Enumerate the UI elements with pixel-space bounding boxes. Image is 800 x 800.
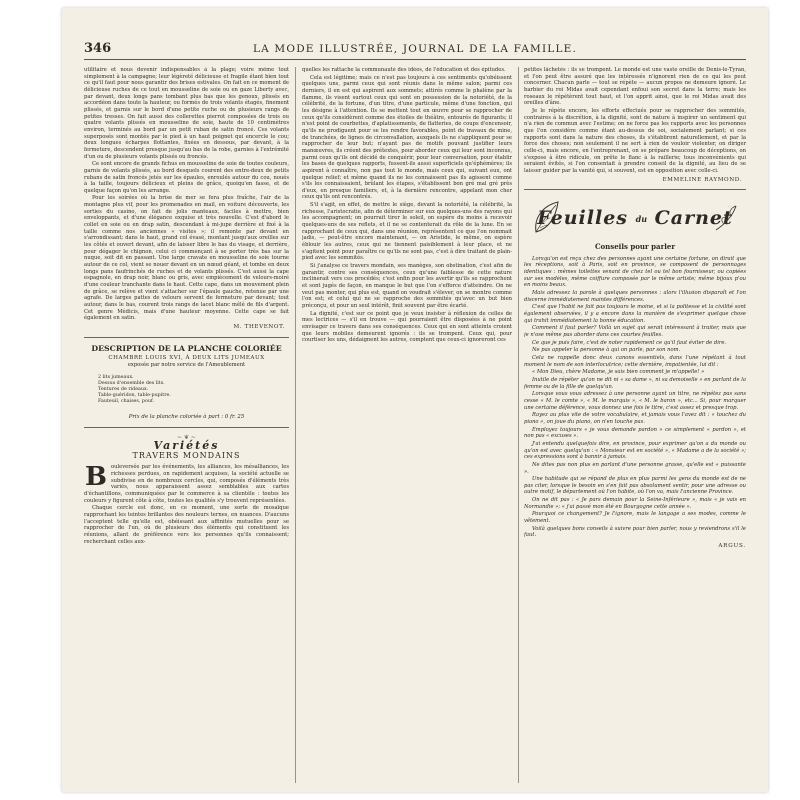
paragraph: Si j'analyse ce travers mondain, ses manèges, son obstination, c'est afin de garantir, contre ses conséquences, ceux qu'une faiblesse de cette nature inclinerait vers ces procédés; c'est enfin pour les avertir qu'ils se rapprochent et sont jugés de façon, en manque le but que l'on s'efforce d'atteindre. On ne veut pas monter, qui plus est, quand on voudrait s'élever, on se montre comme l'on est; et celui qui ne se rapproche des sommités qu'avec un but bien préconçu, et pour un seul intérêt, finit souvent par être écarté. [302,263,512,309]
leaf-ornament-icon [528,198,568,238]
section-divider [524,189,746,190]
column-rule [295,67,296,783]
paragraph: « Mon Dieu, chère Madame, je sais bien comment je m'appelle! » [532,369,705,376]
paragraph: Pour les soirées où la brise de mer se fera plus fraîche, l'air de la montagne plus vif, pour les promenades en mail, en voiture découverte, les sorties du casino, on fait de jolis manteaux, faciles à mettre, bien enveloppants, et d'une élégance exquise et très nouvelle. C'est d'abord le collet en soie ou en drap satin, descendant à mi-jupe derrière et fixé à la taille comme nos anciennes « visites »; il remonte par devant en s'arrondissant; dans le haut, grand col évasé, montant jusqu'aux oreilles sur les côtés et ouvert devant, afin de laisser libre le bas du visage, et derrière, pour dégager le chignon, celui ci commençant à se porter très bas sur la nuque, soit dit en passant. Une large cravate en mousseline de soie tourne autour de ce col, vient se nouer devant en un nœud géant, et tombe en deux longs pans faufrinchés de ruches et de volants plissés. C'est aussi la cape espagnole, en drap noir, blanc ou gris, avec empiècement de velours-moiré d'une couleur tranchante dans le haut. Cette cape, dans un mouvement plein de grâce, se relève et vient s'attacher sur l'épaule gauche, retenue par une agrafe. De larges pattes de velours servent de fermeture par devant; tout autour, dans le bas, courent trois rangs de lacet blanc mêlé de fils d'argent. Cet genre Médicis, mais d'une hauteur moyenne. Cette cape se fait également en satin. [84,195,289,322]
ornament-top: ~ ❦ ~ [177,434,196,442]
page-number: 346 [84,41,112,56]
paragraph: Bouleversée par les événements, les alliances, les mésalliances, les richesses perdues, on rapidement acquises, la société actuelle se subdivise en de nombreux cercles, qui, composés d'éléments très variés, nous apparaissent assez semblables aux cartes d'échantillons, communiquées par le commerce à sa clientèle : toutes les couleurs y figurent côte à côte, toutes les qualités s'y trouvent représentées. [84,462,289,504]
paragraph: Cela ne rappelle donc deux canons essentiels, dans l'une répétant à tout moment le nom de son interlocutrice; cette dernière, impatientée, lui dit : [524,355,746,368]
carnet-word: Carnet [654,207,733,230]
paragraph: Employez toujours « je vous demande pardon » ce simplement « pardon », et non pas « excuses ». [524,426,746,440]
paragraph: Cela est légitime; mais ce n'est pas toujours à ces sentiments qu'obéissent quelques uns, parmi ceux qui sont réunis dans le même salon; parmi ces derniers, il en est qui aspirent aux sommets; attirés comme le phalène par la flamme, ils visent surtout ceux qui sont en possession de la notoriété, de la célébrité, de la fortune, d'un titre, d'une particule, même d'une fonction, qui les désigne à l'attention. Ils se mettent tout en œuvre pour se rapprocher de ceux qu'ils considèrent comme des étoiles de théâtre, entourés de figurants; il n'est point de courbettes, d'aplatissements, de flatteries, de coups d'encensoir, qu'ils ne prodiguent pour se les rendre favorables, point de travaux de mine, de tranchées, de lignes de circonvallation, auxquels ils ne s'appliquent pour se rapprocher de leur but; n'ayant pas de motifs pouvant justifier leurs manœuvres, ils créent des prétextes, pour aborder ceux qui leur sont inconnus, parmi ceux qu'ils ont décidé de conquérir, pour leur conversation, pour établir les bases de quelques rapports, fussent-ils aussi superficiels qu'éphémères; ils aspirent à connaître, non pas tout le monde, mais ceux qui, suivant eux, ont quelque relief; et même quand ils ne les connaissent pas ils agissent comme s'ils les connaissaient, brûlant les étapes, s'établissent bon gré mal gré près d'eux, en presque familiers, et, à la dernière rencontre, appelant mon cher ceux qu'ils ont rencontrés. [302,74,512,201]
paragraph: Mais adressez la parole à quelques personnes : alors l'illusion disparaît et l'on discerne immédiatement maintes différences. [524,290,746,303]
paragraph: C'est que l'habit ne fait pas toujours le moine, et si la politesse et la civilité sont également observées, il y a encore dans la manière de s'exprimer quelque chose qui trahit immédiatement la bonne éducation. [524,304,746,324]
column-1 [84,67,289,783]
list-item: Table-guéridon, table-pupitre. [98,392,171,398]
paragraph: Rayez au plus vite de votre vocabulaire, et jamais vous l'avez dit : « touchez du piano », on joue du piano, on n'en touche pas. [524,412,746,425]
du-word: du [635,214,648,225]
paragraph: Ne dites pas non plus en parlant d'une personne grasse, qu'elle est « puissante ». [524,461,746,475]
paragraph: Je le répète encore, les efforts effectués pour se rapprocher des sommités, contraires à la discrétion, à la dignité, sont de nature à inspirer un sentiment qui n'a rien de commun avec l'estime; on ne force pas les rapports avec les personnes que l'on considère comme étant au-dessus de soi, socialement parlant; si ces rapports sont dans la nature des choses, ils s'établiront naturellement, et par la force des choses; non seulement il ne sert à rien de vouloir violenter, on diriger celle-ci, mais encore, en l'entreprenant, on se prépare beaucoup de déceptions, on s'expose à être ridicule, on prête le flanc à la raillerie; tous inconvénients qui seraient évités, si l'on consentait à prendre conseil de la dignité, au lieu de se laisser guider par la vanité qui, si souvent, est en opposition avec celle-ci. [524,107,746,174]
varietes-title: Variétés [153,439,220,453]
column-2 [302,67,512,783]
paragraph: Ne pas appeler la personne à qui on parle, par son nom. [532,347,681,354]
paragraph: La dignité, c'est sur ce point que je veux insister à réflexion de celles de mes lectrices — s'il en trouve — qui pourraient être disposées à ne point envisager ce travers dans ses conséquences. Ceux qui en sont atteints croient que leurs mobiles demeurent ignorés : ils se trompent. Ceux qui, pour courtiser les uns, dédaignent les autres, comptent que ceux-ci ignoreront ces [302,310,512,344]
plate-subtitle: CHAMBRE LOUIS XVI, À DEUX LITS JUMEAUX [108,354,265,361]
section-divider [84,337,289,338]
paragraph: J'ai entendu quelquefois dire, en province, pour exprimer qu'on a du monde ou qu'on est avec quelqu'un : « Monsieur est en société », « Madame a de la société »; ces expressions sont à bannir à jamais. [524,440,746,461]
conseils-title: Conseils pour parler [594,242,676,252]
paragraph: Voilà quelques bons conseils à suivre pour bien parler, nous y reviendrons s'il le faut. [524,525,746,539]
paragraph: Chaque cercle est donc, en ce moment, une sorte de mosaïque rapprochant les teintes brillantes des nouleurs ternes, en nuances. D'aucuns l'acceptent telle qu'elle est, obéissant aux affinités mutuelles pour se rapprocher de l'un, où de plusieurs des éléments qui constituent les réunions, allant de préférence vers les personnes qu'ils connaissent; recherchant celles aux- [84,505,289,545]
list-item: 2 lits jumeaux. [98,374,134,380]
paragraph: On ne dit pas : « Je pars demain pour la Seine-Inférieure », mais « je vais en Normandie »; « j'ai passé mon été en Bourgogne cette année ». [524,497,746,510]
plate-price: Prix de la planche coloriée à part : 0 fr. 25 [128,414,245,421]
newspaper-page [62,8,768,792]
paragraph: quelles les rattache la communauté des idées, de l'éducation et des épitudes. [302,67,506,73]
paragraph: utilitaire et nous devenir indispensables à la plage; voire même tout simplement à la campagne; leur légèreté délicieuse et fragile étant bien tout ce qu'il faut pour nous garantir des brises estivales. On fait en ce moment de délicieuse ruches de ce tout en mousseline de soie ou en gaze Liberty avec, par devant, deux longs pans tombant plus bas que les genoux, plissés en accordéon dans toute la hauteur, ou formés de trois volants étagés, finement plissés, et garnis sur le bord d'une petite ruche ou de plusieurs rangs de petites tresses. On fait aussi des collerettes pierrot composées de trois ou quatre volants plissés en mousseline de soie, haute de 10 centimètres environ, terminés au bord par un petit ruban de satin froncé. Ces volants superposés sont montés par le pied à un haut poignet qui encercle le cou; deux longues écharpes flottantes, fixées en dessous, par devant, à la fermeture, descendent presque jusqu'au bas de la robe, garnies à l'extrémité d'un ou de plusieurs volants plissés ou froncés. [84,67,289,160]
plate-title: DESCRIPTION DE LA PLANCHE COLORIÉE [91,343,282,353]
paragraph: Inutile de répéter qu'on ne dit ni « sa dame », ni sa demoiselle » en parlant de la femme ou de la fille de quelqu'un. [524,376,746,390]
flourish-icon [712,200,742,236]
feuilles-du-carnet-heading [524,196,746,240]
section-divider [84,427,289,428]
paragraph: petites lâchetés : ils se trompent. Le monde est une vaste oreille de Denis-le-Tyran, et l'on peut être assuré que les intéressés n'ignorent rien de ce qui les peut concerner. Chacun parle — tout se répète — aucun propos ne demeure ignoré. Le barbier du roi Midas avait cependant enfoui son secret dans la terre; mais les roseaux le répétèrent tout haut, et l'on apprit ainsi, que le roi Midas avait des oreilles d'âne. [524,67,746,107]
paragraph: S'il s'agit, en effet, de mettre le siège, devant la notoriété, la célébrité, la richesse, l'aristocratie, afin de déterminer sur eux quelques-uns des rayons qui les accompagnent; on pourrait tirer le soleil, on espère du moins à recevoir quelques-uns de ses reflets, et il ne se contenterait du rôle de la lune. En se rapprochant de ceux qui, dans une réunion, représentent ce que l'on nommait jadis, — peut-être encore maintenant, — on Aristide, le même, on espère éblouir les autres, ceux qui ne tiennent paisiblement à leur place, et ne s'agitent point pour paraître ce qu'ils ne sont pas, c'est à dire traitant de plain-pied avec les sommités. [302,202,512,262]
paragraph: Une habitude qui se répand de plus en plus parmi les gens du monde est de ne pas citer, lorsque le besoin en s'en fait pas absolument sentir, pour une adresse ou autre motif, le département où l'on habite, où l'on va, mais l'ancienne Province. [524,476,746,496]
journal-title: LA MODE ILLUSTRÉE, JOURNAL DE LA FAMILLE. [252,43,578,55]
author-signature: ARGUS. [718,543,746,550]
list-item: Fauteuil, chaises, pouf. [98,398,155,404]
list-item: Dessus d'ensemble des lits. [98,380,165,386]
author-signature: EMMELINE RAYMOND. [662,176,742,183]
paragraph: Lorsqu'on est reçu chez des personnes ayant une certaine fortune, on dirait que les réceptions, soit à Paris, soit en province, se composent de personnages identiques : mêmes toilettes venant de chez tel ou tel bon fournisseur, ou copiées sur ses modèles, même coiffure composée par le même artiste; même bijoux p'ou en moins beaux. [524,255,746,289]
paragraph: Comment il faut parler? Voilà un sujet qui serait intéressant à traiter, mais que je n'ose même pas aborder dans ces courtes feuilles. [524,325,746,339]
paragraph: Ce que je puis faire, c'est de noter rapidement ce qu'il faut éviter de dire. [532,339,727,346]
running-head [84,41,746,60]
plate-subtitle-2: exposée par notre service de l'Ameublement [127,362,246,369]
plate-items [98,375,289,405]
author-signature: M. THEVENOT. [233,323,285,330]
paragraph: Lorsque vous vous adressez à une personne ayant un titre, ne répétez pas sans cesse « M. le comte », « M. le marquis », « M. le baron », etc... Si, pour marquer une certaine déférence, vous donnez une fois le titre, c'est assez et presque trop. [524,391,746,411]
drop-cap: B [85,462,107,493]
feuilles-word: Feuilles [537,207,628,230]
varietes-subtitle: TRAVERS MONDAINS [132,450,241,460]
column-3 [524,67,746,783]
paragraph: Ce sont encore de grands fichus en mousseline de soie de toutes couleurs, garnis de volants plissés, au bord desquels courent des entre-deux de petits rubans de satin froncés jetés sur les épaules, enroulés autour du cou, noués à la taille, toujours délicieux et pleins de grâce, quoiqu'en fasse, et de quelque façon qu'on les arrange. [84,161,289,194]
column-rule [518,67,519,783]
paragraph: Pourquoi ce changement? Je l'ignore, mais le langage a ses modes, comme le vêtement. [524,511,746,525]
list-item: Tentures de rideaux. [98,386,149,392]
